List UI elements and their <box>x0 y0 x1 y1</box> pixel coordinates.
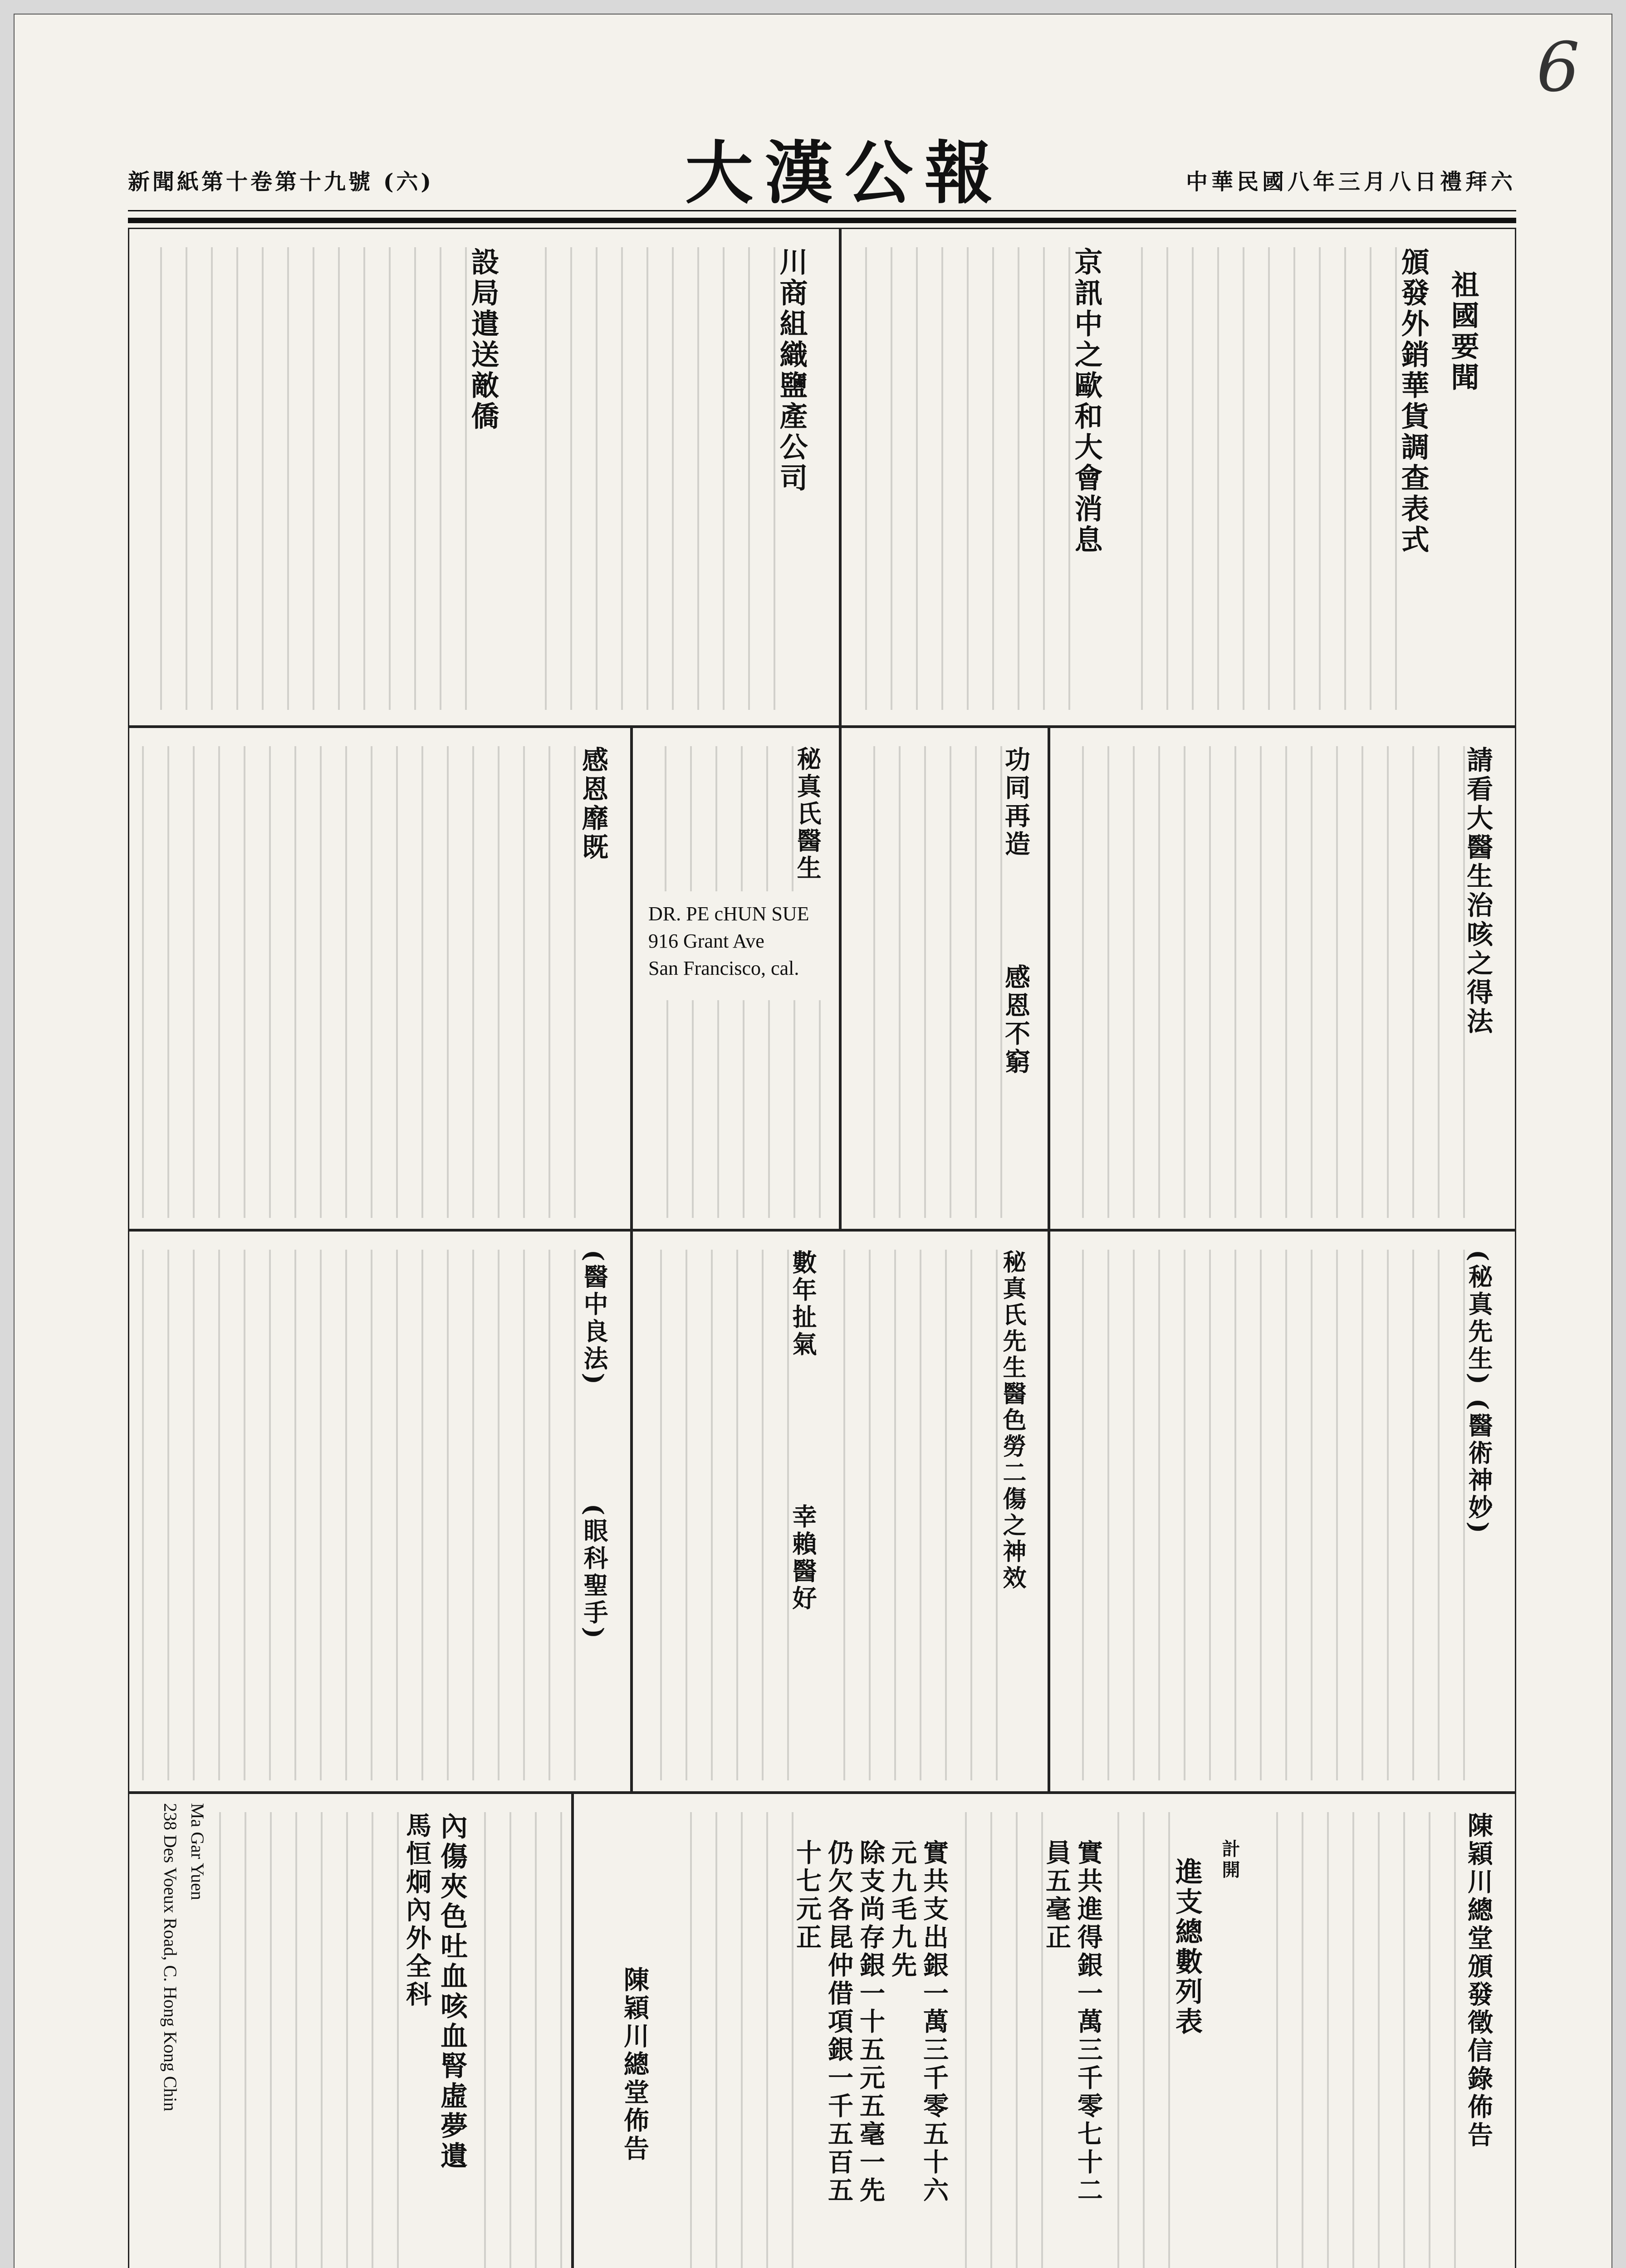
article-text <box>1125 247 1397 710</box>
newspaper-title: 大漢公報 <box>685 133 1004 213</box>
ad-text <box>140 1250 576 1780</box>
table-title: 進支總數列表 <box>1171 1857 1203 2037</box>
article-title: 秘真氏先生醫色勞二傷之神效 <box>999 1250 1026 1592</box>
header-rule <box>128 210 1516 211</box>
section-title: 祖國要聞 <box>1446 270 1479 393</box>
ad-block-doctor <box>632 727 840 1230</box>
article-text <box>852 247 1070 710</box>
date-line: 中華民國八年三月八日禮拜六 <box>1185 169 1516 195</box>
address-line: 916 Grant Ave <box>648 930 764 952</box>
article-title: 數年扯氣 <box>789 1250 818 1359</box>
article-title: (秘真先生) (醫術神妙) <box>1464 1250 1494 1536</box>
total-expense: 實共支出銀一萬三千零五十六 <box>919 1839 949 2205</box>
article-title: 感恩不窮 <box>1001 964 1031 1076</box>
ad-block-medical-skill <box>1049 1230 1516 1793</box>
article-title: 功同再造 <box>1001 746 1031 859</box>
debt-cont: 十七元正 <box>792 1839 822 1952</box>
hongkong-address <box>147 1803 211 2268</box>
issue-line: 新聞紙第十卷第十九號 (六) <box>128 169 434 195</box>
notice-text <box>680 1812 793 2268</box>
notice-subtitle: 計開 <box>1219 1839 1240 1881</box>
article-text <box>521 247 775 710</box>
ad-text <box>834 1250 998 1780</box>
address-line: San Francisco, cal. <box>648 957 799 979</box>
ad-block-eye <box>128 1230 632 1793</box>
page-number-mark: 6 <box>1536 28 1580 107</box>
ad-block-two-injuries <box>632 1230 1049 1793</box>
notice-title: 陳穎川總堂頒發徵信錄佈告 <box>1464 1812 1494 2150</box>
article-title: 感恩靡既 <box>578 746 608 862</box>
article-text <box>140 247 467 710</box>
address-line: 238 Des Voeux Road, C. Hong Kong Chin <box>160 1803 181 2112</box>
article-title: 幸賴醫好 <box>789 1504 818 1613</box>
article-title: 頒發外銷華貨調查表式 <box>1396 247 1430 556</box>
ad-title: 馬恒炯內外全科 <box>402 1812 432 2009</box>
ad-title: 內傷夾色吐血咳血腎虛夢遺 <box>436 1812 468 2171</box>
balance: 除支尚存銀一十五元五毫一先 <box>856 1839 886 2205</box>
address-line: Ma Gar Yuen <box>187 1803 208 1901</box>
ad-text <box>140 746 576 1218</box>
notice-text <box>1261 1812 1456 2268</box>
ad-text <box>852 746 1002 1218</box>
address-line: DR. PE cHUN SUE <box>648 903 809 925</box>
ad-text <box>480 1812 562 2268</box>
article-title: 川商組織鹽產公司 <box>775 247 808 494</box>
article-title: (眼科聖手) <box>580 1504 609 1642</box>
article-block-salt-company <box>128 228 840 727</box>
ad-text <box>644 1250 789 1780</box>
newspaper-page <box>14 14 1612 2268</box>
ad-block-cough <box>1049 727 1516 1230</box>
ad-block-gratitude-1 <box>840 727 1049 1230</box>
ad-text <box>644 746 793 891</box>
total-income: 實共進得銀一萬三千零七十二 <box>1073 1839 1103 2205</box>
total-income-cont: 員五毫正 <box>1042 1839 1072 1952</box>
ad-text <box>1066 746 1465 1218</box>
doctor-address <box>648 900 821 982</box>
ad-text <box>1061 1250 1465 1780</box>
ad-text <box>208 1812 399 2268</box>
article-block-china-news <box>840 228 1516 727</box>
debt: 仍欠各昆仲借項銀一千五百五 <box>824 1839 854 2205</box>
article-title: 秘真氏醫生 <box>793 746 822 882</box>
ad-block-gratitude-2 <box>128 727 632 1230</box>
total-expense-cont: 元九毛九先 <box>887 1839 917 1980</box>
masthead-bar <box>128 132 1516 223</box>
table-row <box>1116 1812 1170 2268</box>
notice-signature: 陳穎川總堂佈告 <box>620 1966 650 2163</box>
article-title: 請看大醫生治咳之得法 <box>1462 746 1493 1036</box>
article-title: 京訊中之歐和大會消息 <box>1070 247 1103 556</box>
article-title: (醫中良法) <box>580 1250 609 1388</box>
article-title: 設局遣送敵僑 <box>466 247 500 432</box>
ad-block-medicine <box>128 1793 573 2268</box>
ad-block-chan-wing-chuen-accounts <box>573 1793 1516 2268</box>
table-row <box>961 1812 1043 2268</box>
ad-text <box>644 1000 821 1218</box>
